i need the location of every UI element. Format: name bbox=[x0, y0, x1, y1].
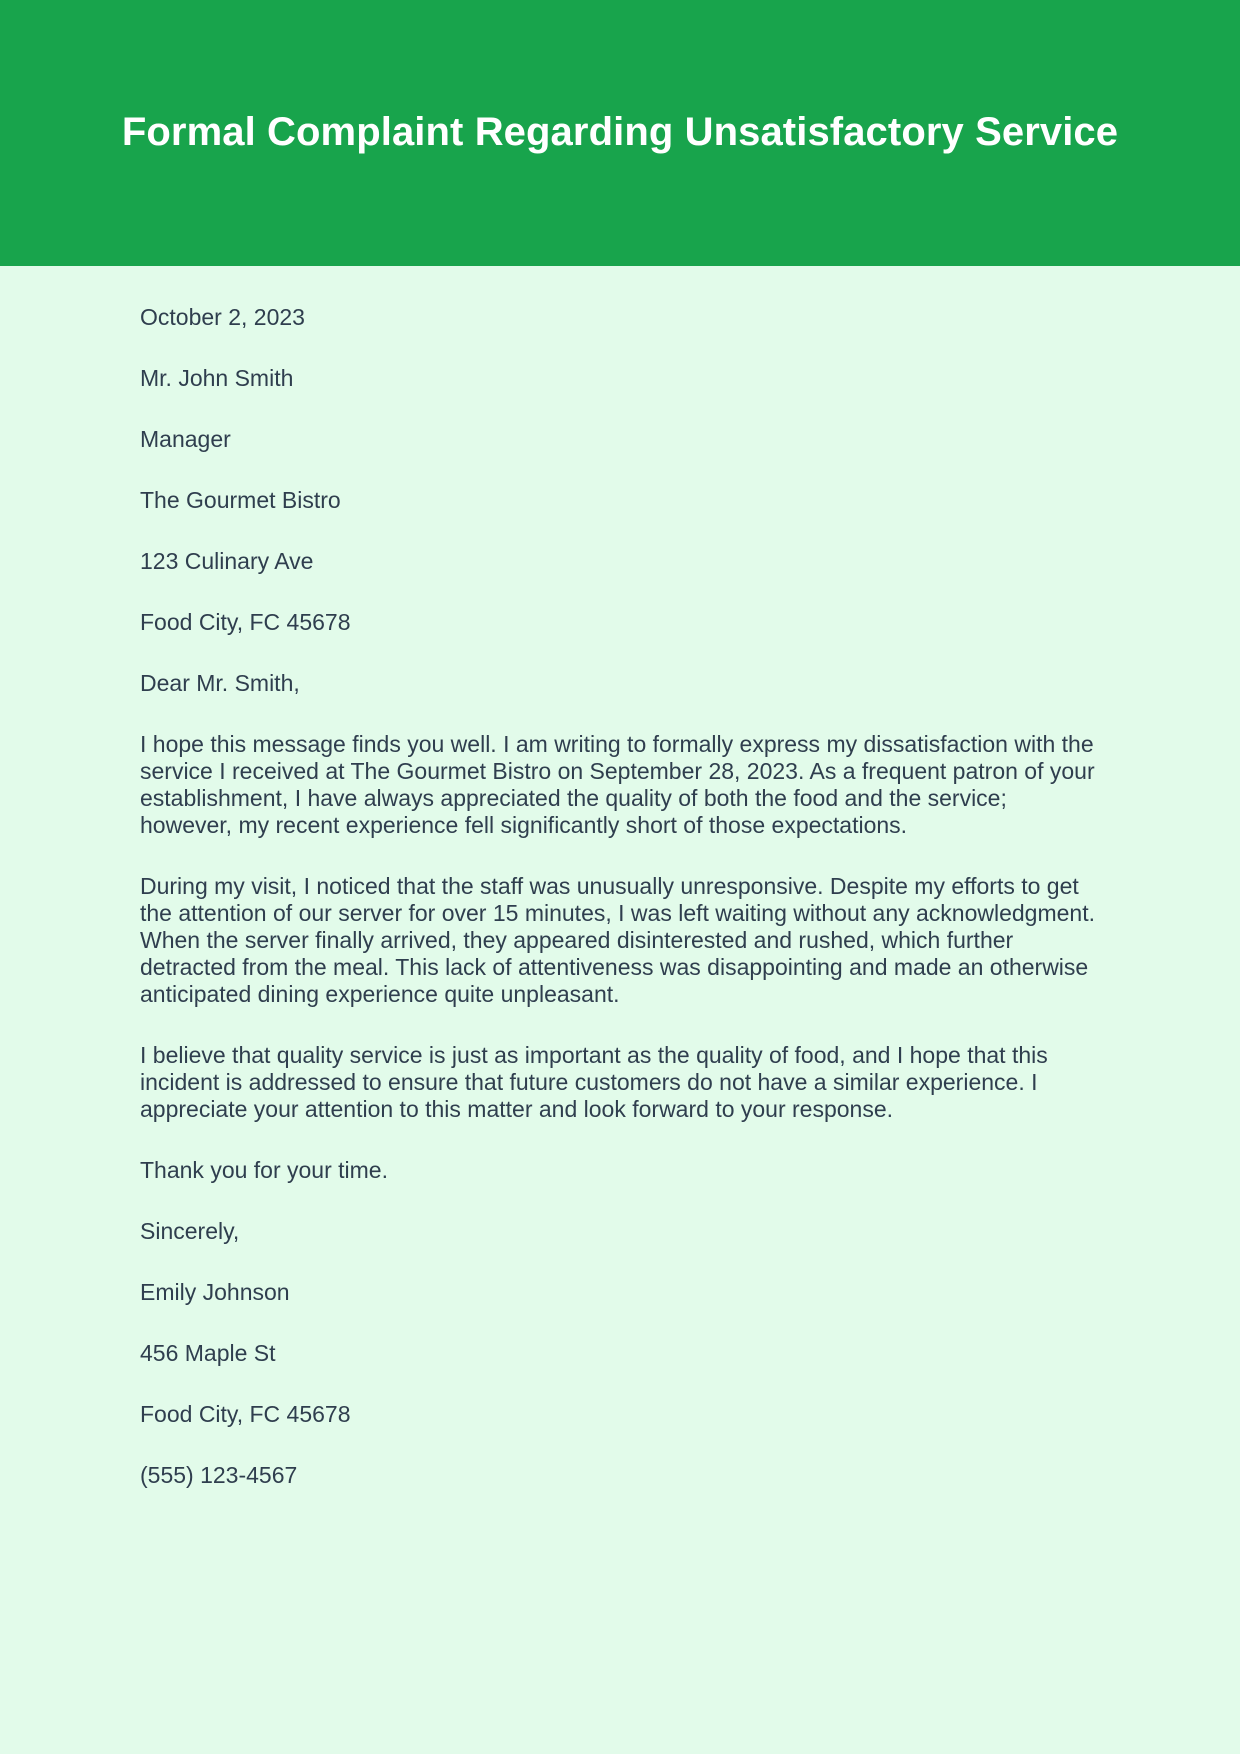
sender-phone: (555) 123-4567 bbox=[140, 1462, 298, 1488]
letter-header bbox=[0, 0, 1240, 266]
page-title: Formal Complaint Regarding Unsatisfactory Service bbox=[121, 109, 1119, 154]
recipient-title: Manager bbox=[140, 426, 231, 452]
body-paragraph-3: I believe that quality service is just as important as the quality of food, and I hope that this incident is addressed to ensure that future customers do not have a similar experience. I appreciate your attention to this matter and look forward to your response. bbox=[140, 1042, 1048, 1122]
recipient-name: Mr. John Smith bbox=[140, 365, 294, 391]
recipient-business: The Gourmet Bistro bbox=[140, 487, 341, 513]
thanks-line: Thank you for your time. bbox=[140, 1157, 388, 1183]
letter-body bbox=[140, 304, 1100, 1523]
salutation: Dear Mr. Smith, bbox=[140, 670, 300, 696]
recipient-street: 123 Culinary Ave bbox=[140, 548, 314, 574]
closing: Sincerely, bbox=[140, 1218, 240, 1244]
sender-street: 456 Maple St bbox=[140, 1340, 276, 1366]
body-paragraph-2: During my visit, I noticed that the staff was unusually unresponsive. Despite my efforts to get the attention of our server for over 15 minutes, I was left waiting without any acknowledgment. When the server finally arrived, they appeared disinterested and rushed, which further detracted from the meal. This lack of attentiveness was disappointing and made an otherwise anticipated dining experience quite unpleasant. bbox=[140, 873, 1095, 1007]
body-paragraph-1: I hope this message finds you well. I am writing to formally express my dissatisfaction with the service I received at The Gourmet Bistro on September 28, 2023. As a frequent patron of your establishment, I have always appreciated the quality of both the food and the service; however, my recent experience fell significantly short of those expectations. bbox=[140, 731, 1095, 838]
sender-city: Food City, FC 45678 bbox=[140, 1401, 351, 1427]
sender-name: Emily Johnson bbox=[140, 1279, 290, 1305]
recipient-city: Food City, FC 45678 bbox=[140, 609, 351, 635]
letter-date: October 2, 2023 bbox=[140, 304, 305, 330]
